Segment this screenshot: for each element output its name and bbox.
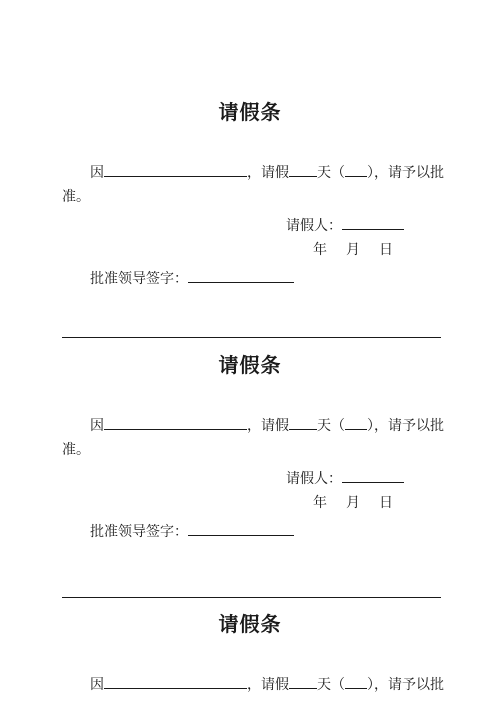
close-text: ），请予以批	[367, 165, 444, 181]
days-paren-blank[interactable]	[345, 674, 367, 689]
form-title: 请假条	[218, 612, 282, 636]
cut-line	[62, 597, 441, 598]
reason-line	[90, 674, 444, 694]
approver-label: 批准领导签字：	[90, 271, 188, 287]
day-text: 天（	[317, 677, 345, 693]
date-line	[313, 494, 393, 512]
approver-label: 批准领导签字：	[90, 524, 188, 540]
form-title: 请假条	[218, 353, 282, 377]
applicant-label: 请假人：	[286, 471, 342, 487]
days-blank[interactable]	[289, 415, 317, 430]
reason-blank[interactable]	[104, 674, 247, 689]
month-label: 月	[346, 495, 360, 511]
day-text: 天（	[317, 418, 345, 434]
applicant-line	[286, 468, 404, 488]
reason-prefix: 因	[90, 418, 104, 434]
approver-line	[90, 268, 294, 288]
day-label: 日	[379, 495, 393, 511]
day-text: 天（	[317, 165, 345, 181]
reason-line-continued: 准。	[62, 189, 90, 205]
approver-line	[90, 521, 294, 541]
days-paren-blank[interactable]	[345, 162, 367, 177]
form-title: 请假条	[218, 100, 282, 124]
applicant-blank[interactable]	[342, 468, 404, 483]
leave-text: ，请假	[247, 165, 289, 181]
applicant-blank[interactable]	[342, 215, 404, 230]
approver-blank[interactable]	[188, 268, 294, 283]
reason-line-continued: 准。	[62, 442, 90, 458]
year-label: 年	[313, 242, 327, 258]
reason-blank[interactable]	[104, 162, 247, 177]
leave-text: ，请假	[247, 418, 289, 434]
date-line	[313, 241, 393, 259]
applicant-label: 请假人：	[286, 218, 342, 234]
reason-prefix: 因	[90, 677, 104, 693]
leave-text: ，请假	[247, 677, 289, 693]
close-text: ），请予以批	[367, 677, 444, 693]
reason-line	[90, 415, 444, 435]
days-blank[interactable]	[289, 162, 317, 177]
day-label: 日	[379, 242, 393, 258]
month-label: 月	[346, 242, 360, 258]
applicant-line	[286, 215, 404, 235]
reason-prefix: 因	[90, 165, 104, 181]
close-text: ），请予以批	[367, 418, 444, 434]
days-paren-blank[interactable]	[345, 415, 367, 430]
reason-line	[90, 162, 444, 182]
year-label: 年	[313, 495, 327, 511]
reason-blank[interactable]	[104, 415, 247, 430]
days-blank[interactable]	[289, 674, 317, 689]
cut-line	[62, 337, 441, 338]
approver-blank[interactable]	[188, 521, 294, 536]
